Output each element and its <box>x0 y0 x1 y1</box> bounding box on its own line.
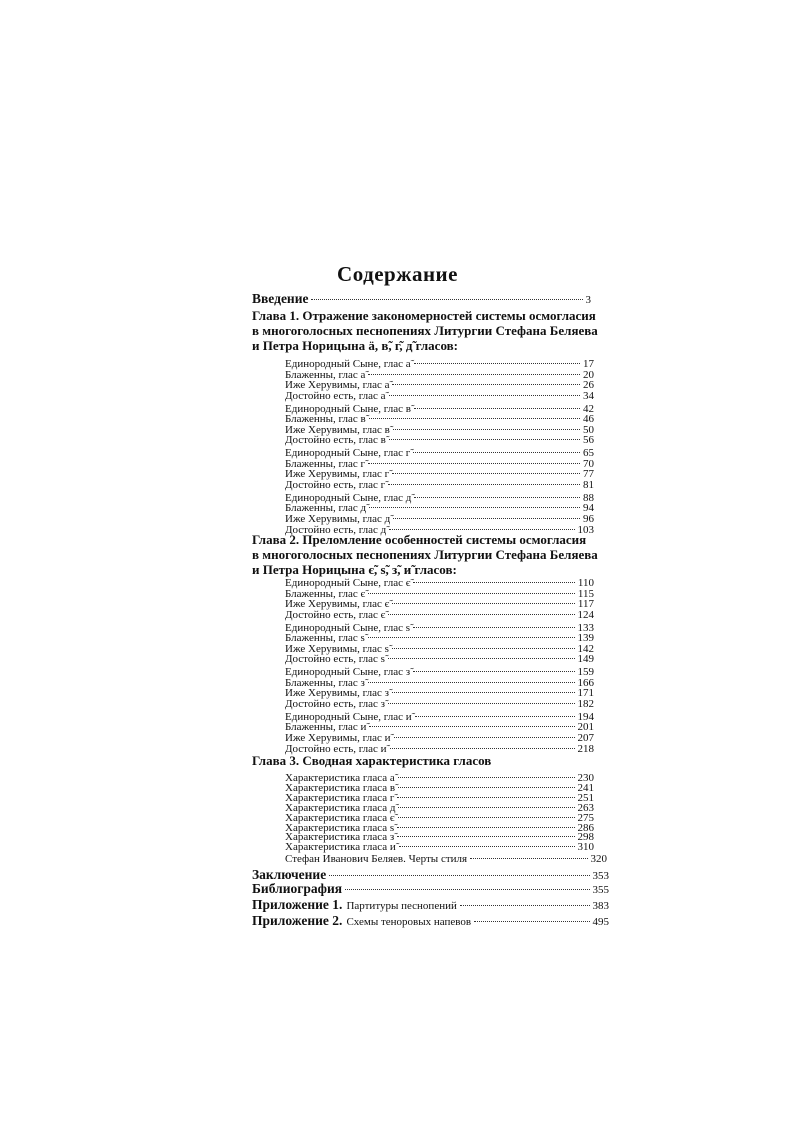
chapter1-line: в многоголосных песнопениях Литургии Стефана Беляева <box>252 323 598 338</box>
toc-page-number: 42 <box>583 402 594 415</box>
chapter3-title: Глава 3. Сводная характеристика гласов <box>252 753 492 768</box>
toc-page-number: 182 <box>577 698 594 710</box>
toc-page-number: 70 <box>583 457 594 470</box>
dot-leader <box>413 671 574 672</box>
toc-label: Единородный Сыне, глас а̃ <box>285 358 411 370</box>
toc-label: Характеристика гласа в̃ <box>285 781 396 794</box>
toc-label: Характеристика гласа д̃ <box>285 801 396 814</box>
toc-label: Достойно есть, глас є̃ <box>285 608 386 621</box>
toc-page-number: 77 <box>583 468 594 481</box>
toc-entry-closing[interactable] <box>252 881 609 897</box>
dot-leader <box>369 507 580 508</box>
chapter1-heading[interactable] <box>252 308 598 353</box>
dot-leader <box>388 658 575 659</box>
toc-entry-closing[interactable] <box>252 897 609 913</box>
dot-leader <box>392 603 575 604</box>
toc-label: Приложение 2. <box>252 913 343 928</box>
toc-page-number: 88 <box>583 491 594 504</box>
toc-page-number: 275 <box>577 811 594 824</box>
toc-label: Достойно есть, глас ѕ̃ <box>285 653 385 666</box>
toc-page-number: 56 <box>583 434 594 447</box>
toc-sublabel: Схемы теноровых напевов <box>346 916 472 928</box>
toc-page-number: 115 <box>577 587 594 600</box>
chapter2-line: и Петра Норицына є̃, ѕ̃, з̃, и̃ гласов: <box>252 562 457 577</box>
toc-entry[interactable] <box>285 699 594 710</box>
dot-leader <box>474 921 589 922</box>
dot-leader <box>392 473 580 474</box>
dot-leader <box>470 858 587 859</box>
toc-label: Иже Херувимы, глас є̃ <box>285 598 390 611</box>
dot-leader <box>389 529 574 530</box>
toc-page-number: 495 <box>592 916 609 928</box>
dot-leader <box>398 787 574 788</box>
toc-page-number: 353 <box>592 870 609 882</box>
toc-page-number: 139 <box>577 632 594 645</box>
toc-label: Достойно есть, глас а̃ <box>285 389 386 402</box>
toc-entry[interactable] <box>285 842 594 853</box>
toc-page-number: 298 <box>577 831 594 844</box>
toc-label: Достойно есть, глас з̃ <box>285 698 386 710</box>
dot-leader <box>398 817 575 818</box>
toc-label: Приложение 1. <box>252 897 343 912</box>
toc-label: Единородный Сыне, глас и̃ <box>285 710 412 723</box>
dot-leader <box>388 614 574 615</box>
toc-entry-closing[interactable] <box>252 913 609 929</box>
toc-label: Единородный Сыне, глас г̃ <box>285 447 411 460</box>
toc-page-number: 310 <box>577 841 594 854</box>
toc-label: Введение <box>252 291 309 306</box>
toc-page-number: 286 <box>577 821 594 834</box>
toc-label: Характеристика гласа а̃ <box>285 772 395 784</box>
dot-leader <box>414 408 580 409</box>
toc-label: Блаженны, глас а̃ <box>285 368 366 381</box>
dot-leader <box>369 726 574 727</box>
toc-label: Иже Херувимы, глас з̃ <box>285 687 389 700</box>
toc-label: Единородный Сыне, глас д̃ <box>285 491 412 504</box>
dot-leader <box>397 836 574 837</box>
toc-page-number: 110 <box>577 577 594 589</box>
toc-label: Иже Херувимы, глас г̃ <box>285 468 390 481</box>
dot-leader <box>414 497 580 498</box>
toc-page-number: 81 <box>583 479 594 491</box>
toc-page-number: 251 <box>577 791 594 804</box>
dot-leader <box>414 363 580 364</box>
toc-entry[interactable] <box>285 654 594 665</box>
dot-leader <box>368 374 580 375</box>
toc-entry-intro[interactable] <box>252 291 591 307</box>
toc-label: Библиография <box>252 881 343 896</box>
toc-sublabel: Партитуры песнопений <box>346 900 457 912</box>
toc-page-number: 20 <box>583 368 594 381</box>
toc-page-number: 383 <box>592 900 609 912</box>
toc-page-number: 117 <box>577 598 594 611</box>
page-title: Содержание <box>337 262 458 286</box>
chapter2-line: Глава 2. Преломление особенностей системы осмогласия <box>252 532 587 547</box>
toc-label: Стефан Иванович Беляев. Черты стиля <box>285 852 468 865</box>
toc-label: Достойно есть, глас в̃ <box>285 434 386 447</box>
toc-label: Достойно есть, глас и̃ <box>285 742 387 755</box>
toc-page-number: 96 <box>583 513 594 525</box>
toc-page-number: 171 <box>577 687 594 700</box>
dot-leader <box>311 299 582 300</box>
dot-leader <box>388 703 574 704</box>
toc-page-number: 34 <box>583 389 594 402</box>
toc-page-number: 207 <box>577 732 594 744</box>
toc-page-number: 17 <box>583 358 594 370</box>
toc-page-number: 124 <box>577 608 594 621</box>
toc-label: Единородный Сыне, глас з̃ <box>285 666 411 679</box>
toc-label: Заключение <box>252 867 327 882</box>
dot-leader <box>368 593 575 594</box>
dot-leader <box>394 737 575 738</box>
toc-label: Блаженны, глас ѕ̃ <box>285 632 365 645</box>
toc-entry[interactable] <box>285 391 594 402</box>
dot-leader <box>393 518 580 519</box>
chapter1-line: и Петра Норицына ӓ, в̃, г̃, д̃ гласов: <box>252 338 458 353</box>
toc-label: Характеристика гласа з̃ <box>285 831 395 844</box>
toc-label: Иже Херувимы, глас д̃ <box>285 513 391 525</box>
dot-leader <box>460 905 590 906</box>
toc-label: Блаженны, глас з̃ <box>285 676 365 689</box>
dot-leader <box>368 637 575 638</box>
toc-label: Единородный Сыне, глас в̃ <box>285 402 411 415</box>
dot-leader <box>397 797 574 798</box>
toc-page-number: 50 <box>583 423 594 436</box>
dot-leader <box>345 889 589 890</box>
toc-page-number: 241 <box>577 781 594 794</box>
dot-leader <box>390 748 575 749</box>
dot-leader <box>393 429 580 430</box>
toc-page-number: 320 <box>590 852 607 865</box>
dot-leader <box>392 384 580 385</box>
toc-page-number: 46 <box>583 413 594 426</box>
toc-page-number: 133 <box>577 621 594 634</box>
dot-leader <box>398 777 575 778</box>
dot-leader <box>368 682 575 683</box>
toc-page-number: 194 <box>577 710 594 723</box>
toc-label: Блаженны, глас и̃ <box>285 721 367 734</box>
toc-entry[interactable] <box>285 480 594 491</box>
toc-page-number: 166 <box>577 676 594 689</box>
dot-leader <box>413 582 574 583</box>
chapter2-line: в многоголосных песнопениях Литургии Стефана Беляева <box>252 547 598 562</box>
toc-entry[interactable] <box>285 435 594 446</box>
toc-label: Характеристика гласа є̃ <box>285 811 395 824</box>
chapter2-heading[interactable] <box>252 532 598 577</box>
dot-leader <box>415 716 575 717</box>
dot-leader <box>368 463 580 464</box>
dot-leader <box>389 439 580 440</box>
toc-label: Блаженны, глас г̃ <box>285 457 366 470</box>
chapter3-heading[interactable] <box>252 753 491 768</box>
dot-leader <box>413 627 574 628</box>
toc-page-number: 142 <box>577 642 594 655</box>
toc-page-number: 94 <box>583 502 594 515</box>
dot-leader <box>392 648 575 649</box>
toc-label: Блаженны, глас є̃ <box>285 587 366 600</box>
toc-label: Иже Херувимы, глас в̃ <box>285 423 390 436</box>
toc-page-number: 65 <box>583 447 594 460</box>
toc-label: Характеристика гласа и̃ <box>285 841 396 854</box>
toc-label: Характеристика гласа ѕ̃ <box>285 821 395 834</box>
dot-leader <box>329 875 589 876</box>
toc-label: Блаженны, глас в̃ <box>285 413 366 426</box>
dot-leader <box>388 484 580 485</box>
toc-page-number: 159 <box>577 666 594 679</box>
dot-leader <box>392 692 575 693</box>
dot-leader <box>399 846 575 847</box>
chapter1-line: Глава 1. Отражение закономерностей системы осмогласия <box>252 308 596 323</box>
toc-page-number: 26 <box>583 379 594 392</box>
toc-label: Достойно есть, глас г̃ <box>285 479 386 491</box>
toc-label: Иже Херувимы, глас и̃ <box>285 732 391 744</box>
dot-leader <box>389 395 580 396</box>
toc-label: Единородный Сыне, глас ѕ̃ <box>285 621 411 634</box>
toc-page-number: 355 <box>592 884 609 896</box>
toc-page-number: 218 <box>577 742 594 755</box>
toc-label: Достойно есть, глас д̃ <box>285 523 387 536</box>
dot-leader <box>369 418 580 419</box>
toc-label: Характеристика гласа г̃ <box>285 791 395 804</box>
toc-page-number: 103 <box>577 523 594 536</box>
dot-leader <box>397 827 574 828</box>
toc-label: Иже Херувимы, глас ѕ̃ <box>285 642 389 655</box>
toc-page-number: 263 <box>577 801 594 814</box>
toc-page-number: 230 <box>577 772 594 784</box>
toc-page-number: 201 <box>577 721 594 734</box>
toc-label: Иже Херувимы, глас а̃ <box>285 379 390 392</box>
dot-leader <box>398 807 574 808</box>
toc-page-number: 3 <box>585 294 591 306</box>
toc-entry[interactable] <box>285 610 594 621</box>
dot-leader <box>413 452 580 453</box>
toc-entry-extra[interactable] <box>285 854 607 865</box>
toc-label: Блаженны, глас д̃ <box>285 502 367 515</box>
toc-label: Единородный Сыне, глас є̃ <box>285 577 411 589</box>
toc-page-number: 149 <box>577 653 594 666</box>
